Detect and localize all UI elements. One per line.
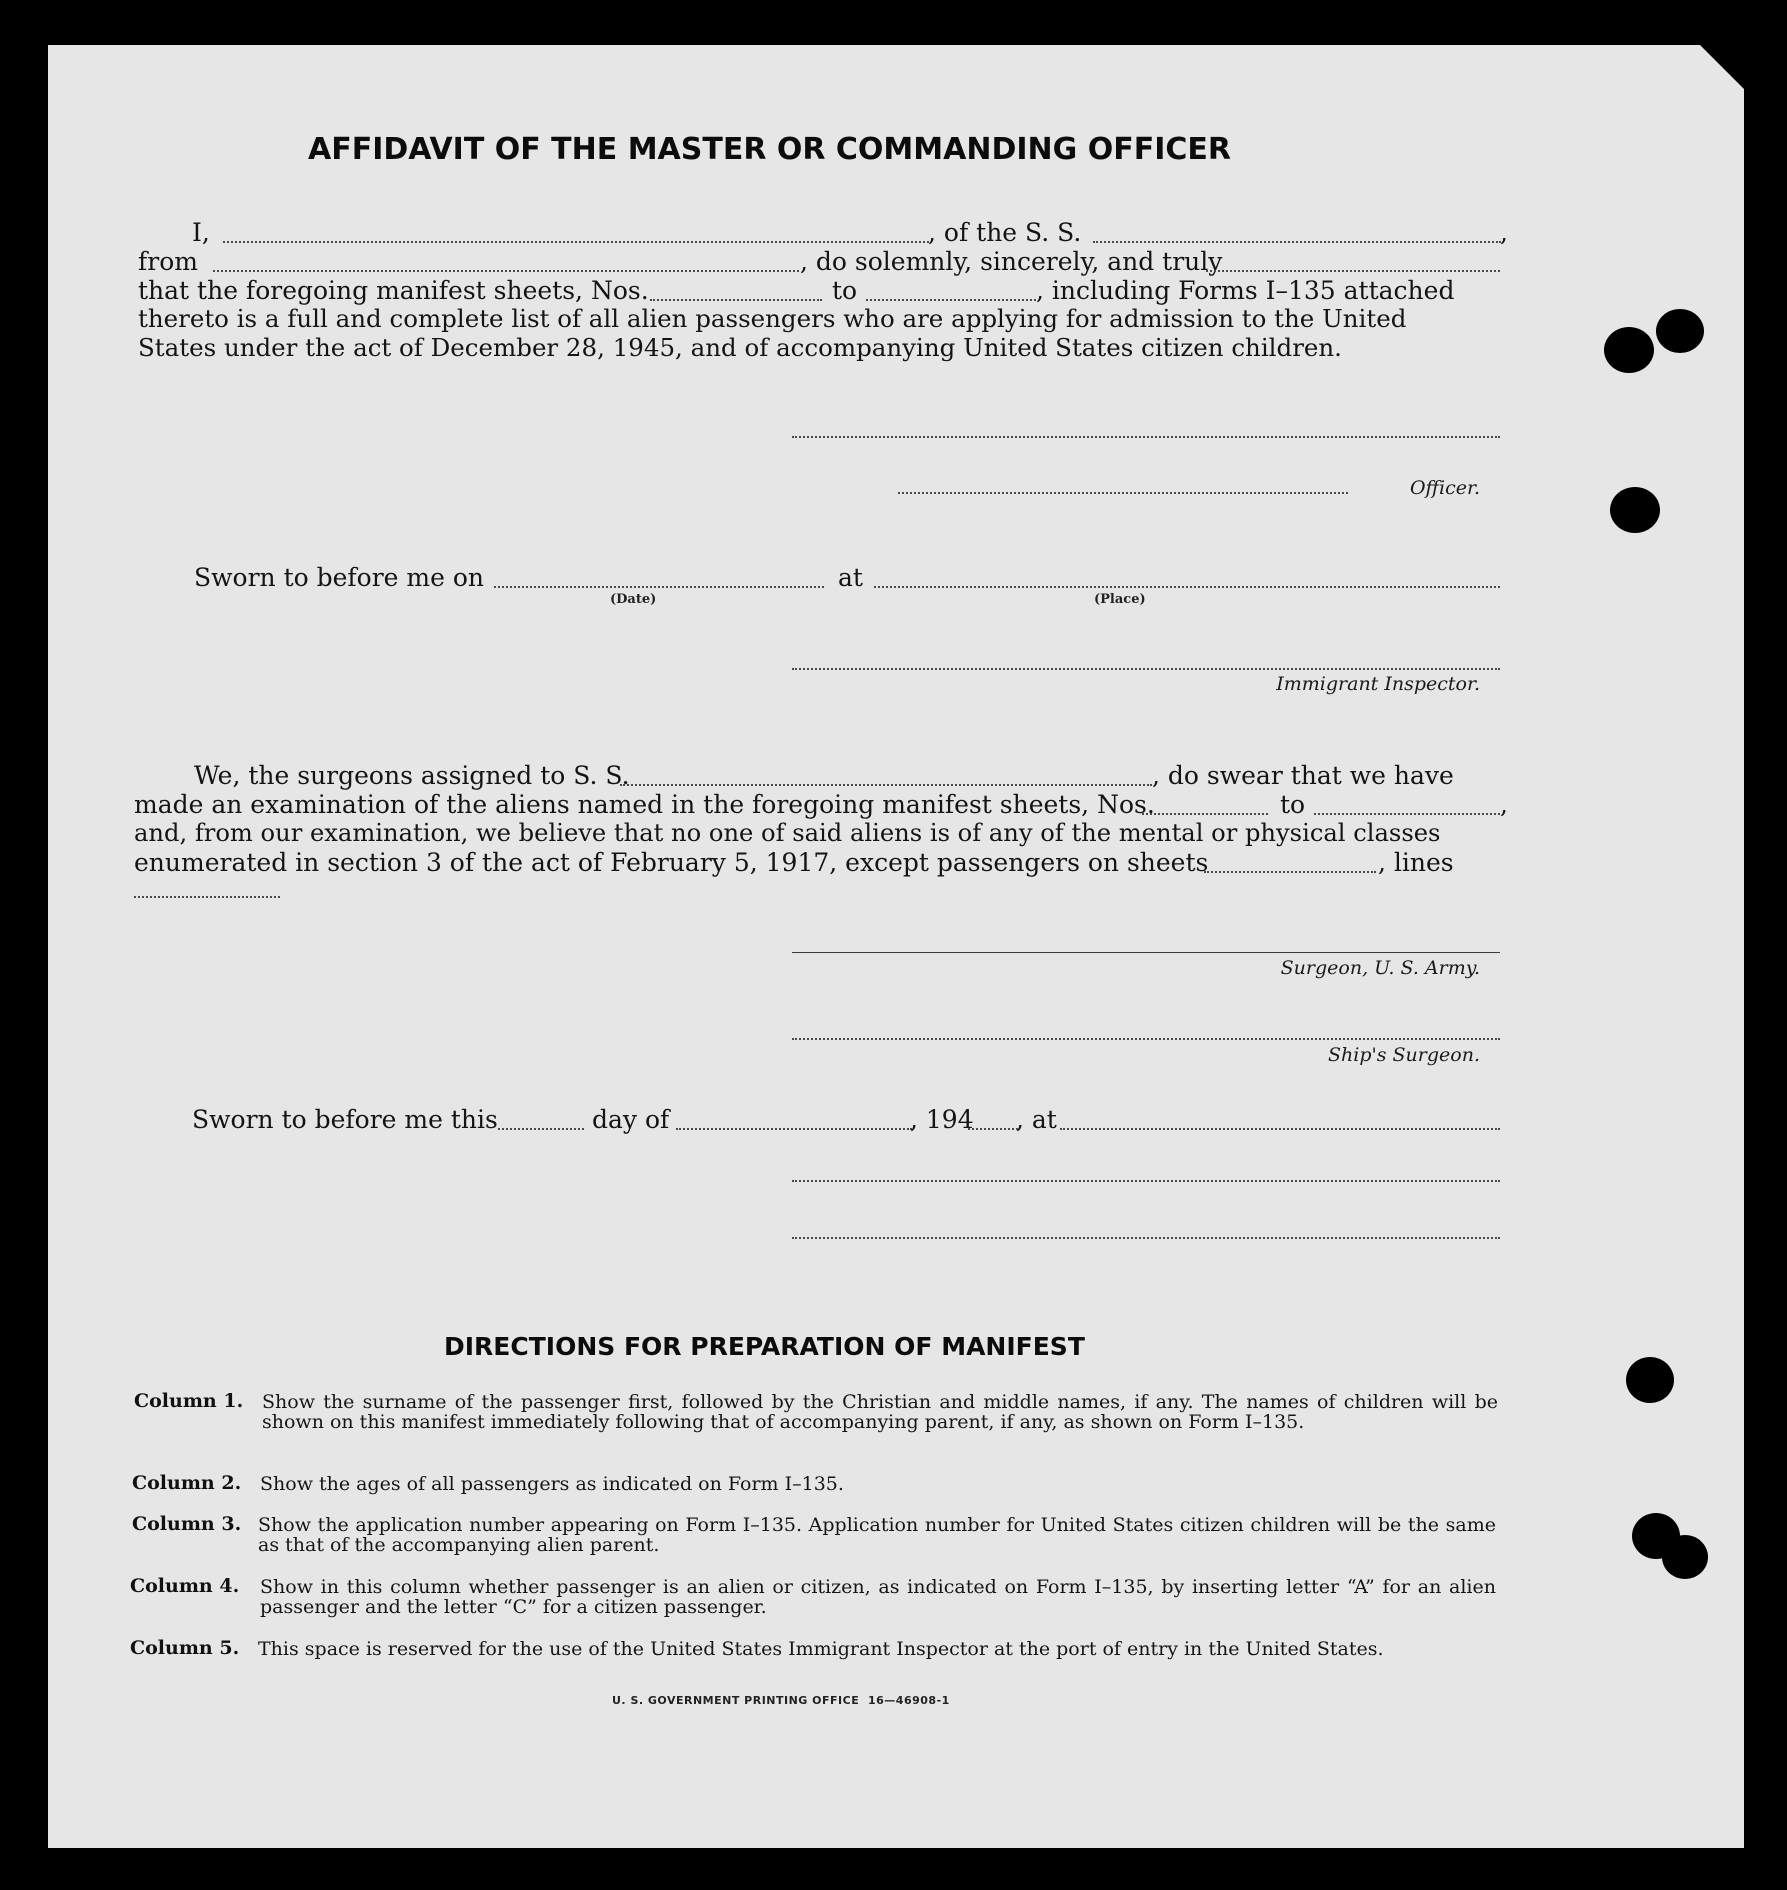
folded-corner: [1700, 45, 1744, 89]
excepted-lines-field[interactable]: [134, 896, 280, 898]
column-1-label: Column 1.: [134, 1390, 244, 1412]
text: made an examination of the aliens named in the foregoing manifest sheets, Nos.: [134, 790, 1155, 819]
text: enumerated in section 3 of the act of February 5, 1917, except passengers on sheets: [134, 848, 1209, 877]
date-caption: (Date): [610, 592, 657, 607]
place-caption: (Place): [1094, 592, 1146, 607]
sworn-place-field[interactable]: [874, 586, 1500, 588]
text: We, the surgeons assigned to S. S.: [194, 761, 630, 790]
ships-surgeon-label: Ship's Surgeon.: [1328, 1044, 1480, 1066]
text: , lines: [1378, 848, 1454, 877]
text: , do solemnly, sincerely, and truly: [800, 247, 1223, 276]
surgeon-ship-field[interactable]: [620, 784, 1152, 786]
officer-title-line[interactable]: [898, 492, 1348, 494]
text: thereto is a full and complete list of all alien passengers who are applying for admission to the United: [138, 304, 1407, 333]
text: I,: [192, 218, 210, 247]
sworn-day-field[interactable]: [498, 1128, 584, 1130]
column-2-label: Column 2.: [132, 1472, 242, 1494]
column-2-text: Show the ages of all passengers as indicated on Form I–135.: [260, 1473, 844, 1495]
text: to: [1280, 790, 1306, 819]
witness-signature-line[interactable]: [792, 1180, 1500, 1182]
port-from-field[interactable]: [213, 270, 799, 272]
text: ,: [1500, 790, 1508, 819]
officer-signature-line[interactable]: [792, 436, 1500, 438]
punch-hole: [1656, 309, 1704, 353]
column-1-text: Show the surname of the passenger first, followed by the Christian and middle names, if any. The names of children will be shown on this manifest immediately following that of accompanying parent, if any, as shown on Form I–135.: [262, 1391, 1498, 1433]
printer-imprint: U. S. GOVERNMENT PRINTING OFFICE: [612, 1694, 860, 1707]
sworn-place-2-field[interactable]: [1060, 1128, 1500, 1130]
directions-title: DIRECTIONS FOR PREPARATION OF MANIFEST: [444, 1332, 1085, 1361]
column-3-label: Column 3.: [132, 1513, 242, 1535]
surgeon-sheet-from-field[interactable]: [1142, 813, 1268, 815]
affidavit-title: AFFIDAVIT OF THE MASTER OR COMMANDING OFFICER: [308, 132, 1231, 167]
punch-hole: [1610, 487, 1660, 533]
inspector-label: Immigrant Inspector.: [1276, 673, 1480, 695]
officer-label: Officer.: [1409, 477, 1480, 499]
punch-hole: [1662, 1535, 1708, 1579]
master-name-field[interactable]: [223, 241, 929, 243]
ship-name-field[interactable]: [1093, 241, 1501, 243]
oath-field[interactable]: [1206, 270, 1500, 272]
excepted-sheets-field[interactable]: [1204, 871, 1376, 873]
army-surgeon-label: Surgeon, U. S. Army.: [1280, 957, 1480, 979]
column-5-text: This space is reserved for the use of the United States Immigrant Inspector at the port of entry in the United States.: [258, 1638, 1384, 1660]
sworn-date-field[interactable]: [494, 586, 824, 588]
inspector-signature-line[interactable]: [792, 668, 1500, 670]
text: Sworn to before me this: [192, 1105, 498, 1134]
sworn-month-field[interactable]: [676, 1128, 912, 1130]
text: States under the act of December 28, 1945, and of accompanying United States citizen children.: [138, 333, 1342, 362]
column-5-label: Column 5.: [130, 1637, 240, 1659]
column-4-text: Show in this column whether passenger is an alien or citizen, as indicated on Form I–135, by inserting letter “A” for an alien passenger and the letter “C” for a citizen passenger.: [260, 1576, 1496, 1618]
punch-hole: [1626, 1357, 1674, 1403]
column-3-text: Show the application number appearing on Form I–135. Application number for United States citizen children will be the same as that of the accompanying alien parent.: [258, 1514, 1496, 1556]
surgeon-sheet-to-field[interactable]: [1314, 813, 1500, 815]
witness-title-line[interactable]: [792, 1237, 1500, 1239]
form-code: 16—46908-1: [868, 1694, 950, 1707]
punch-hole: [1604, 327, 1654, 373]
army-surgeon-signature-line[interactable]: [792, 952, 1500, 953]
text: , of the S. S.: [928, 218, 1082, 247]
text: , at: [1016, 1105, 1057, 1134]
text: ,: [1500, 218, 1508, 247]
column-4-label: Column 4.: [130, 1575, 240, 1597]
text: Sworn to before me on: [194, 563, 485, 592]
text: from: [138, 247, 198, 276]
text: at: [838, 563, 863, 592]
text: , including Forms I–135 attached: [1036, 276, 1455, 305]
text: that the foregoing manifest sheets, Nos.: [138, 276, 649, 305]
sheet-to-field[interactable]: [866, 299, 1036, 301]
form-page: [48, 45, 1744, 1848]
text: , 194: [910, 1105, 974, 1134]
sheet-from-field[interactable]: [650, 299, 822, 301]
text: , do swear that we have: [1152, 761, 1454, 790]
text: to: [832, 276, 858, 305]
text: and, from our examination, we believe that no one of said aliens is of any of the mental or physical classes: [134, 819, 1441, 847]
ships-surgeon-signature-line[interactable]: [792, 1038, 1500, 1040]
sworn-year-field[interactable]: [968, 1128, 1018, 1130]
text: day of: [592, 1105, 670, 1134]
